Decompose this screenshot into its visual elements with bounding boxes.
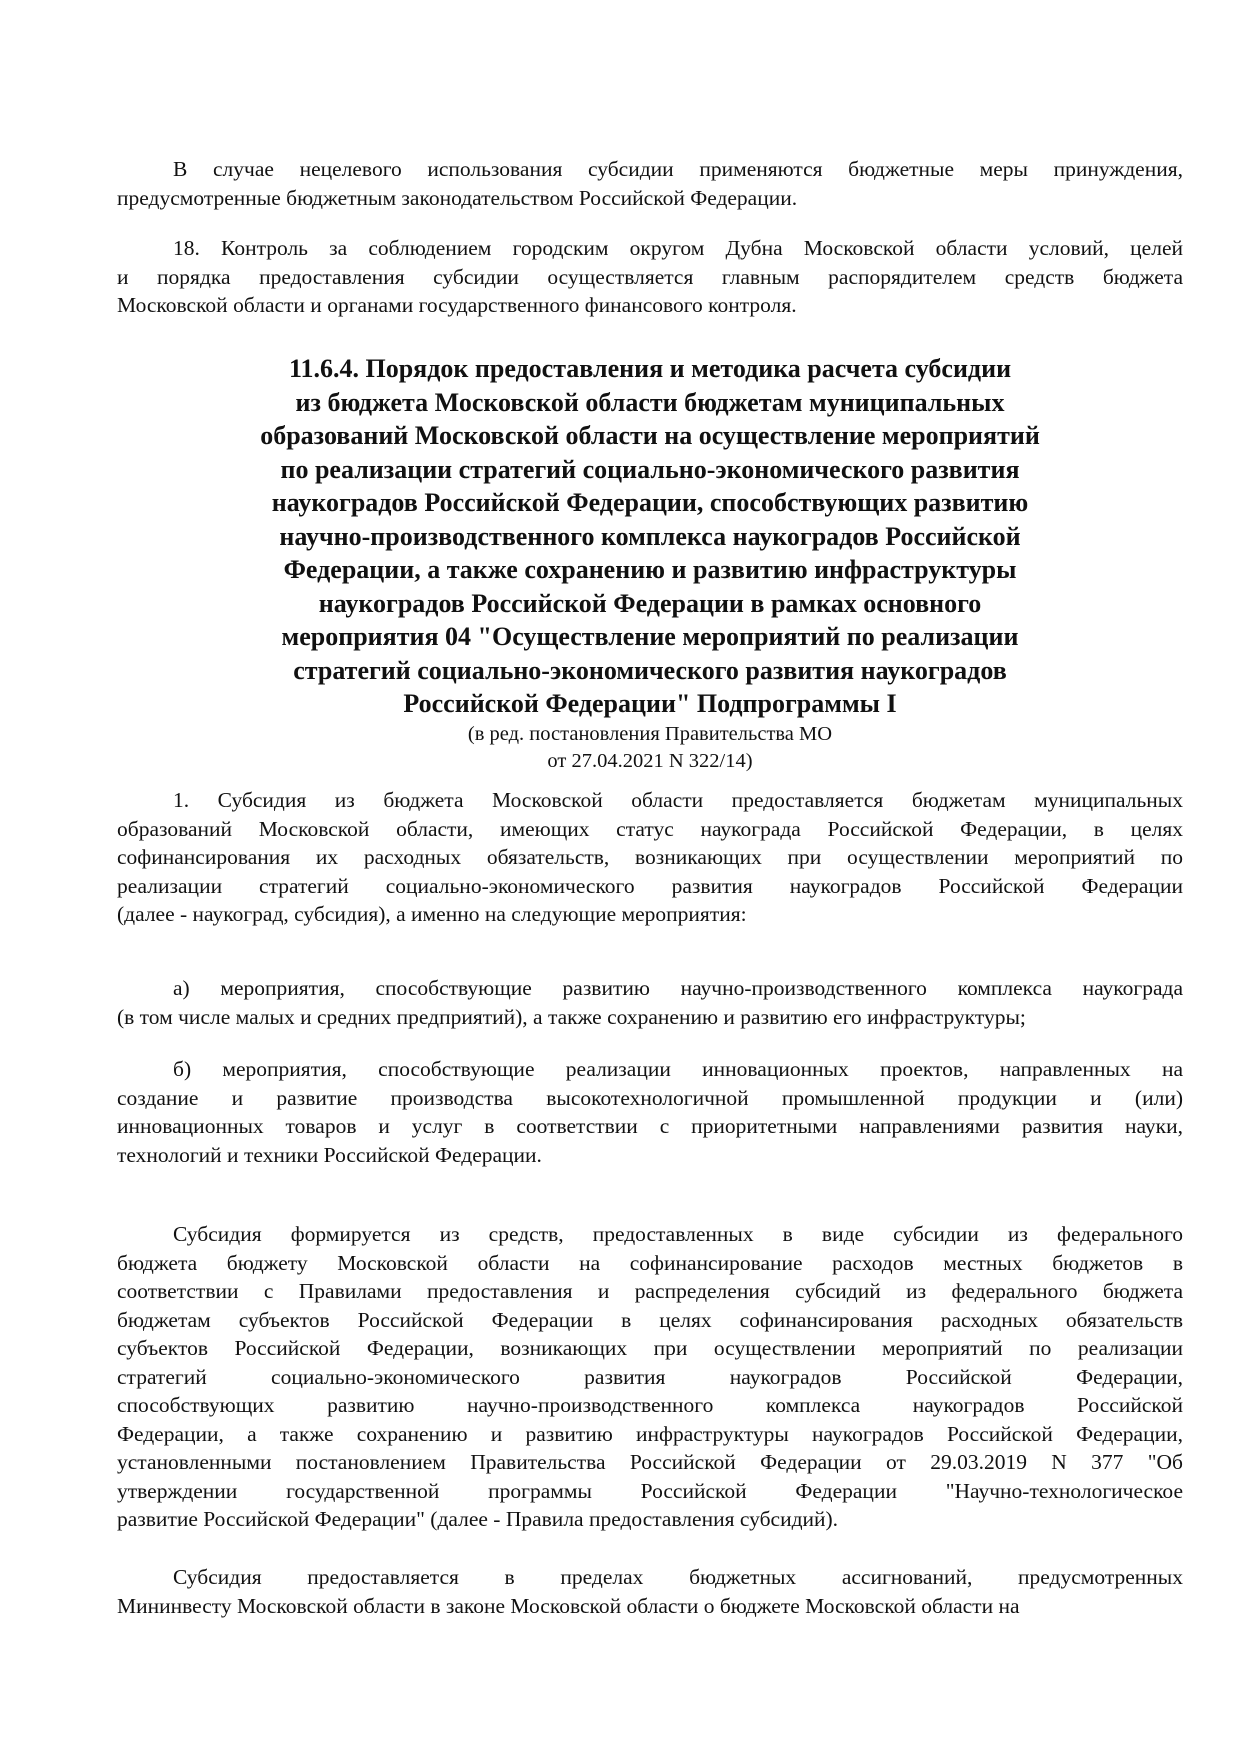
paragraph-misuse bbox=[117, 155, 1183, 212]
heading-line: стратегий социально-экономического развития наукоградов bbox=[293, 655, 1007, 685]
paragraph-line: Субсидия предоставляется в пределах бюджетных ассигнований, предусмотренных bbox=[173, 1565, 1183, 1589]
paragraph-line: реализации стратегий социально-экономического развития наукоградов Российской Федерации bbox=[117, 873, 1183, 898]
paragraph-line: образований Московской области, имеющих статус наукограда Российской Федерации, в целях bbox=[117, 816, 1183, 841]
paragraph-line: (в том числе малых и средних предприятий), а также сохранению и развитию его инфраструктуры; bbox=[117, 1004, 1026, 1029]
heading-line: наукоградов Российской Федерации, способствующих развитию bbox=[271, 488, 1029, 517]
heading-line: образований Московской области на осуществление мероприятий bbox=[260, 421, 1040, 450]
heading-line: по реализации стратегий социально-экономического развития bbox=[280, 454, 1020, 484]
paragraph-a bbox=[117, 974, 1183, 1031]
heading-amendment-note: от 27.04.2021 N 322/14) bbox=[547, 749, 753, 772]
paragraph-1-subsidy bbox=[117, 786, 1183, 929]
paragraph-line: утверждении государственной программы Российской Федерации "Научно-технологическое bbox=[117, 1478, 1183, 1503]
paragraph-line: 1. Субсидия из бюджета Московской области предоставляется бюджетам муниципальных bbox=[173, 788, 1183, 812]
paragraph-line: способствующих развитию научно-производственного комплекса наукоградов Российской bbox=[117, 1393, 1183, 1417]
paragraph-line: Московской области и органами государственного финансового контроля. bbox=[117, 293, 797, 317]
paragraph-line: Федерации, а также сохранению и развитию инфраструктуры наукоградов Российской Федерации, bbox=[117, 1421, 1183, 1446]
paragraph-line: Мининвесту Московской области в законе Московской области о бюджете Московской области на bbox=[117, 1593, 1020, 1618]
paragraph-line: б) мероприятия, способствующие реализации инновационных проектов, направленных на bbox=[173, 1057, 1183, 1081]
paragraph-line: установленными постановлением Правительства Российской Федерации от 29.03.2019 N 377 "Об bbox=[117, 1450, 1183, 1474]
paragraph-subsidy-formed bbox=[117, 1220, 1183, 1534]
paragraph-b bbox=[117, 1055, 1183, 1169]
heading-line: из бюджета Московской области бюджетам муниципальных bbox=[295, 387, 1005, 417]
heading-line: 11.6.4. Порядок предоставления и методика расчета субсидии bbox=[288, 354, 1012, 383]
heading-line: наукоградов Российской Федерации в рамках основного bbox=[318, 588, 982, 618]
paragraph-line: развитие Российской Федерации" (далее - Правила предоставления субсидий). bbox=[117, 1507, 839, 1531]
paragraph-18-control bbox=[117, 234, 1183, 320]
paragraph-line: создание и развитие производства высокотехнологичной промышленной продукции и (или) bbox=[117, 1085, 1183, 1110]
paragraph-line: инновационных товаров и услуг в соответствии с приоритетными направлениями развития науки, bbox=[117, 1114, 1183, 1138]
paragraph-line: а) мероприятия, способствующие развитию научно-производственного комплекса наукограда bbox=[173, 976, 1183, 1000]
paragraph-line: бюджетам субъектов Российской Федерации в целях софинансирования расходных обязательств bbox=[117, 1307, 1183, 1332]
heading-line: мероприятия 04 "Осуществление мероприятий по реализации bbox=[281, 622, 1019, 651]
paragraph-line: В случае нецелевого использования субсидии применяются бюджетные меры принуждения, bbox=[173, 157, 1183, 181]
heading-line: научно-производственного комплекса наукоградов Российской bbox=[279, 521, 1021, 551]
paragraph-line: софинансирования их расходных обязательств, возникающих при осуществлении мероприятий по bbox=[117, 845, 1183, 869]
heading-amendment-note: (в ред. постановления Правительства МО bbox=[467, 722, 833, 745]
paragraph-subsidy-limits bbox=[117, 1563, 1183, 1620]
paragraph-line: соответствии с Правилами предоставления и распределения субсидий из федерального бюджета bbox=[117, 1279, 1183, 1303]
paragraph-line: технологий и техники Российской Федерации. bbox=[117, 1142, 542, 1167]
paragraph-line: предусмотренные бюджетным законодательством Российской Федерации. bbox=[117, 185, 798, 210]
heading-line: Российской Федерации" Подпрограммы I bbox=[403, 689, 897, 718]
paragraph-line: 18. Контроль за соблюдением городским округом Дубна Московской области условий, целей bbox=[173, 236, 1183, 260]
paragraph-line: бюджета бюджету Московской области на софинансирование расходов местных бюджетов в bbox=[117, 1250, 1183, 1275]
paragraph-line: (далее - наукоград, субсидия), а именно на следующие мероприятия: bbox=[117, 902, 747, 926]
section-heading bbox=[117, 352, 1183, 775]
paragraph-line: и порядка предоставления субсидии осуществляется главным распорядителем средств бюджета bbox=[117, 264, 1183, 289]
paragraph-line: субъектов Российской Федерации, возникающих при осуществлении мероприятий по реализации bbox=[117, 1336, 1183, 1360]
heading-line: Федерации, а также сохранению и развитию инфраструктуры bbox=[283, 555, 1017, 584]
paragraph-line: Субсидия формируется из средств, предоставленных в виде субсидии из федерального bbox=[173, 1222, 1183, 1246]
paragraph-line: стратегий социально-экономического развития наукоградов Российской Федерации, bbox=[117, 1364, 1183, 1389]
